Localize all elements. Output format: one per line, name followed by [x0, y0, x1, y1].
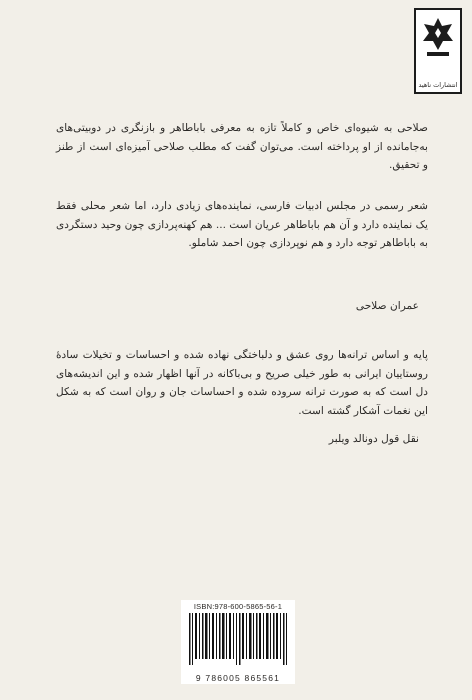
barcode-box — [181, 600, 295, 684]
star-emblem-icon — [421, 16, 455, 60]
paragraph-text: صلاحی به شیوه‌ای خاص و کاملاً تازه به معرفی باباطاهر و بازنگری در دوبیتی‌های به‌جامانده از او پرداخته است. می‌توان گفت که مطلب صلاحی آمیزه‌ای است از طنز و تحقیق. — [56, 122, 428, 171]
barcode-icon — [187, 613, 289, 665]
paragraph-text: پایه و اساس ترانه‌ها روی عشق و دلباختگی نهاده شده و احساسات و تخیلات سادهٔ روستاییان ایرانی به طور خیلی صریح و بی‌باکانه در آنها اظهار شده و این اندیشه‌های دل است که به صورت ترانه سروده شده و احساسات جان و روان است که به شکل این نغمات آشکار گشته است. — [56, 349, 428, 417]
publisher-name: انتشارات ناهید — [418, 81, 458, 89]
paragraph-text: شعر رسمی در مجلس ادبیات فارسی، نماینده‌های زیادی دارد، اما شعر محلی فقط یک نماینده دارد و آن هم باباطاهر عریان است ... هم کهنه‌پردازی چون وحید دستگردی به باباطاهر توجه دارد و هم نوپردازی چون احمد شاملو. — [55, 200, 428, 249]
paragraph-quote-1 — [56, 197, 428, 253]
isbn-text: ISBN:978-600-5865-56-1 — [193, 602, 283, 611]
signature-1: عمران صلاحی — [355, 300, 419, 312]
paragraph-quote-2 — [56, 346, 428, 420]
paragraph-intro — [56, 119, 428, 175]
publisher-logo — [414, 8, 462, 94]
signature-2: نقل قول دونالد ویلبر — [328, 433, 419, 445]
barcode-number: 9 786005 865561 — [195, 673, 281, 683]
